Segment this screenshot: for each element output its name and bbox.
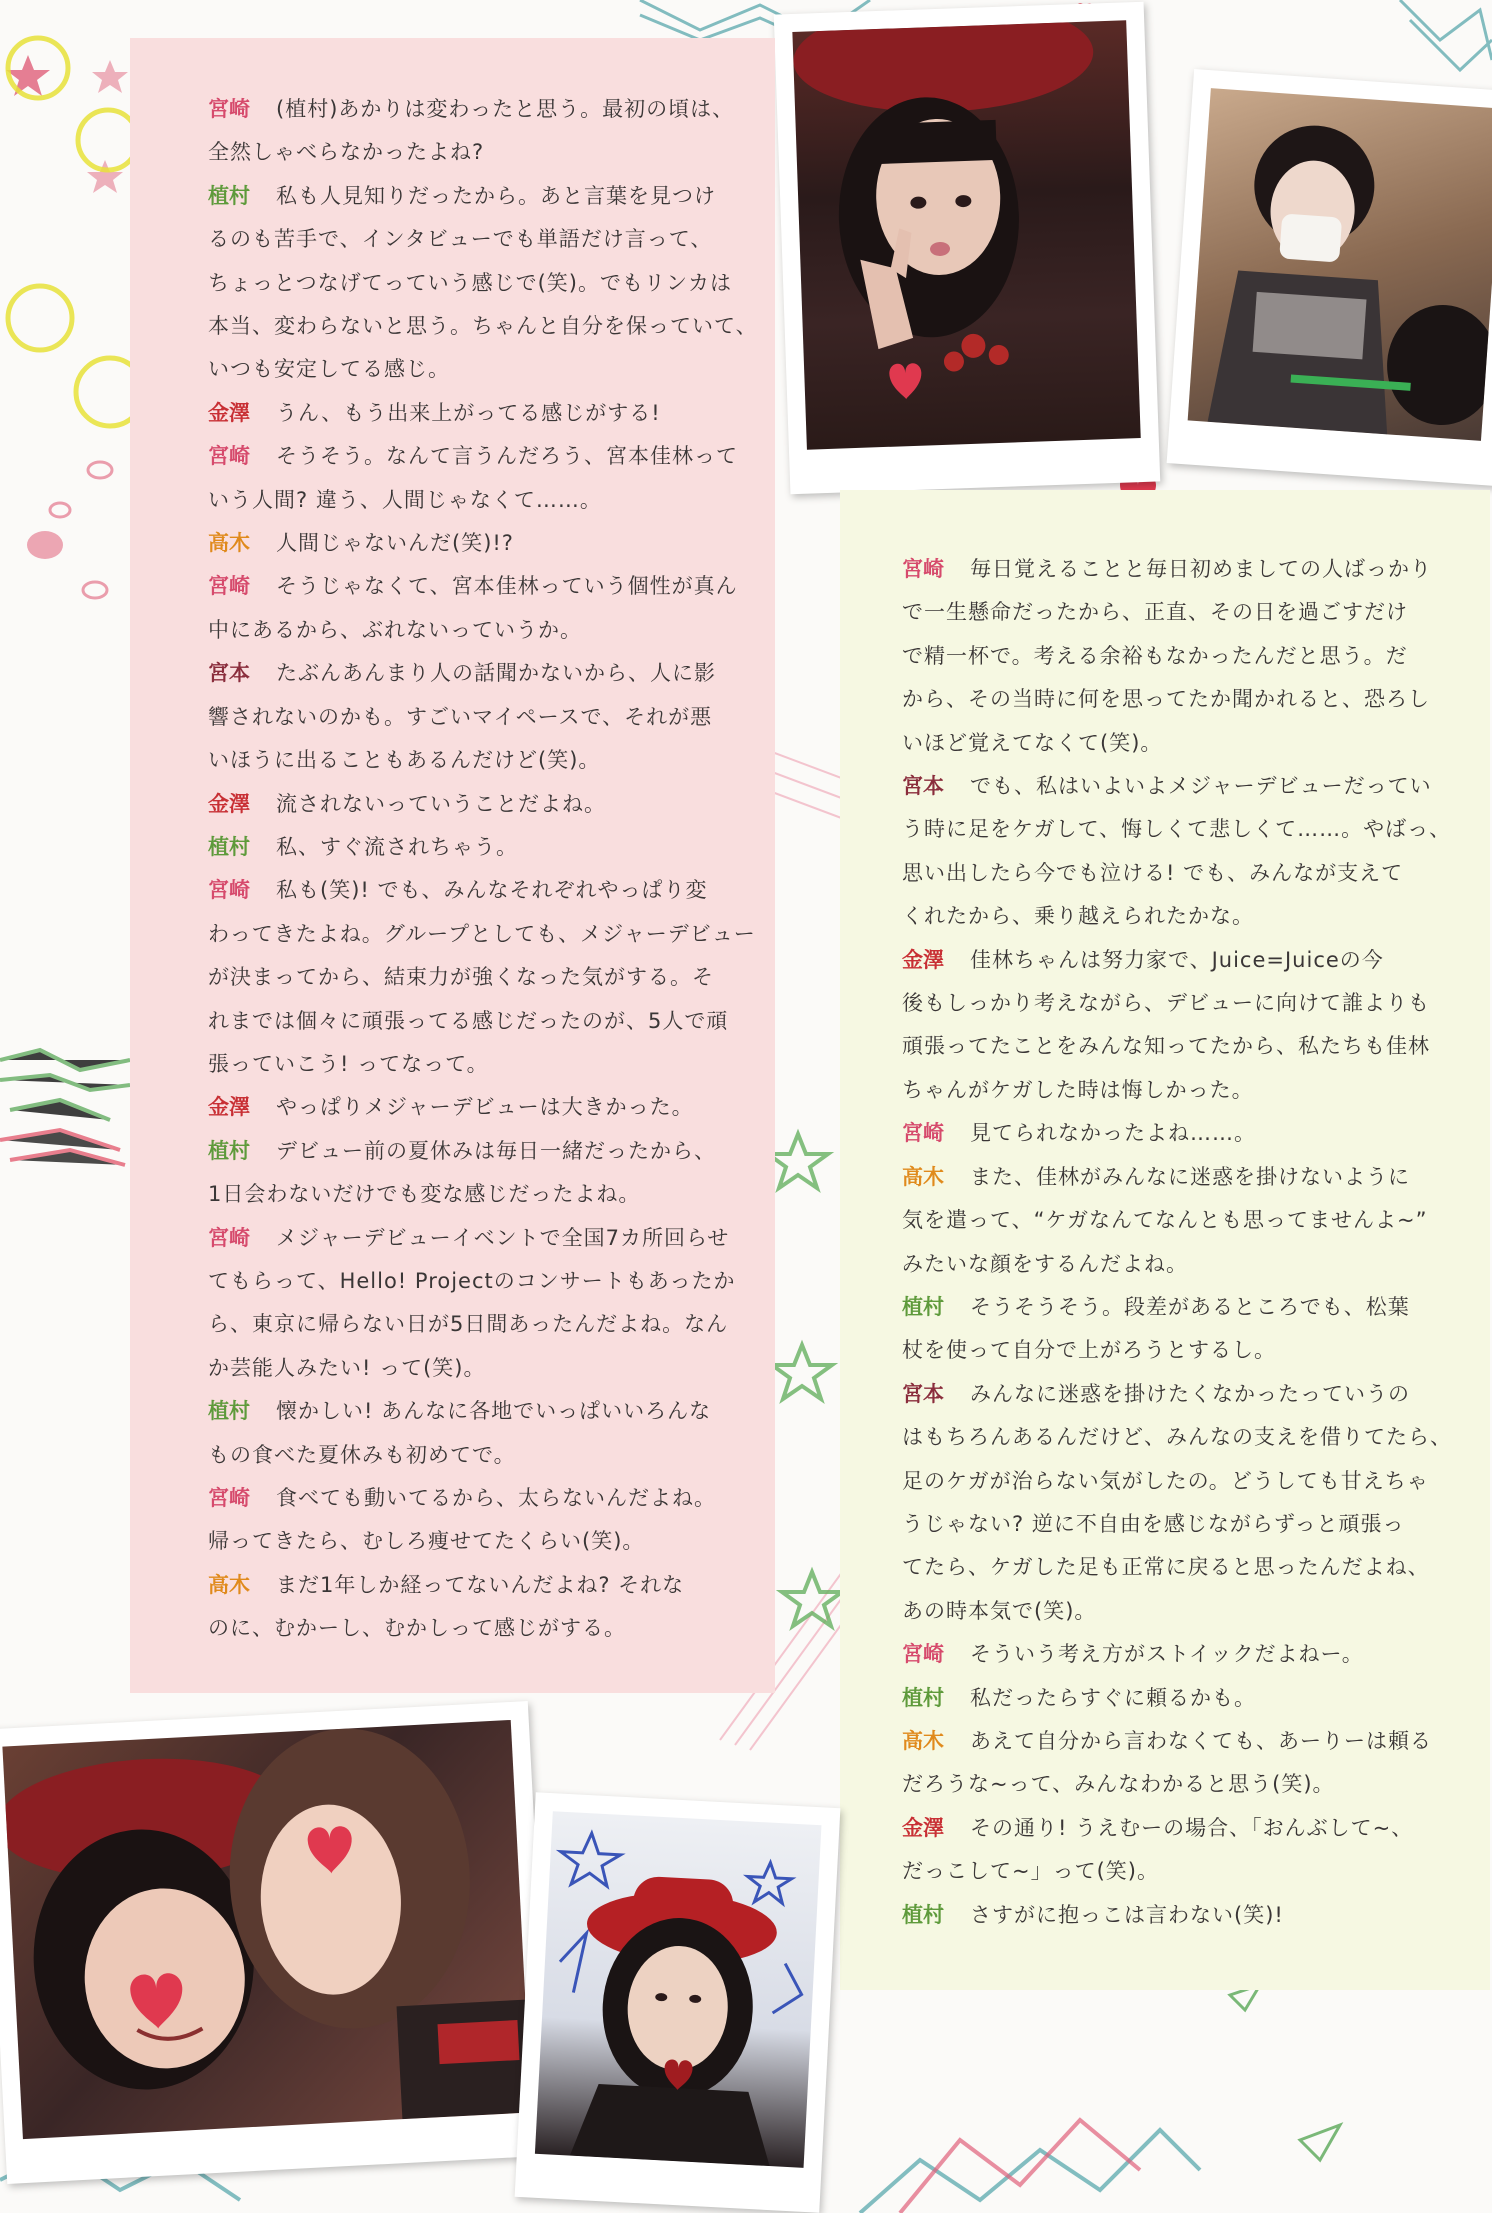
dialogue-line bbox=[208, 1217, 745, 1260]
dialogue-text: メジャーデビューイベントで全国7カ所回らせ bbox=[276, 1225, 730, 1250]
speaker-name: 植村 bbox=[208, 183, 250, 208]
speaker-name: 植村 bbox=[902, 1685, 944, 1710]
dialogue-line bbox=[902, 1329, 1450, 1372]
dialogue-text: ちゃんがケガした時は悔しかった。 bbox=[902, 1077, 1254, 1102]
photo-peace-sign bbox=[774, 2, 1161, 495]
dialogue-line bbox=[208, 956, 745, 999]
dialogue-text: れまでは個々に頑張ってる感じだったのが、5人で頑 bbox=[208, 1008, 729, 1033]
speaker-name: 金澤 bbox=[208, 400, 250, 425]
dialogue-text: で精一杯で。考える余裕もなかったんだと思う。だ bbox=[902, 643, 1408, 668]
dialogue-line bbox=[208, 1434, 745, 1477]
dialogue-text: 響されないのかも。すごいマイペースで、それが悪 bbox=[208, 704, 713, 729]
dialogue-line bbox=[208, 88, 745, 131]
portrait-illustration bbox=[2, 1720, 531, 2139]
speaker-name: 宮本 bbox=[902, 774, 944, 799]
speaker-name: 宮崎 bbox=[902, 1121, 944, 1146]
dialogue-text: そうじゃなくて、宮本佳林っていう個性が真ん bbox=[276, 574, 738, 599]
dialogue-text: 流されないっていうことだよね。 bbox=[276, 791, 606, 816]
dialogue-line bbox=[208, 522, 745, 565]
dialogue-text: 私、すぐ流されちゃう。 bbox=[276, 834, 518, 859]
speaker-name: 宮崎 bbox=[208, 1225, 250, 1250]
dialogue-line bbox=[208, 826, 745, 869]
photo-two-girls bbox=[0, 1701, 552, 2184]
dialogue-line bbox=[208, 435, 745, 478]
dialogue-line bbox=[902, 678, 1450, 721]
portrait-illustration bbox=[1188, 88, 1492, 441]
speaker-name: 宮崎 bbox=[208, 97, 250, 121]
dialogue-line bbox=[208, 565, 745, 608]
dialogue-line bbox=[208, 609, 745, 652]
dialogue-text: か芸能人みたい! って(笑)。 bbox=[208, 1355, 486, 1380]
dialogue-line bbox=[902, 1850, 1450, 1893]
dialogue-text: わってきたよね。グループとしても、メジャーデビュー bbox=[208, 921, 756, 946]
speaker-name: 植村 bbox=[902, 1294, 944, 1319]
speaker-name: 植村 bbox=[902, 1902, 944, 1927]
speaker-name: 宮崎 bbox=[208, 444, 250, 469]
dialogue-line bbox=[902, 1373, 1450, 1416]
dialogue-line bbox=[902, 1763, 1450, 1806]
dialogue-text: 全然しゃべらなかったよね? bbox=[208, 140, 485, 165]
dialogue-line bbox=[208, 479, 745, 522]
dialogue-line bbox=[902, 982, 1450, 1025]
dialogue-line bbox=[902, 1243, 1450, 1286]
dialogue-text: 食べても動いてるから、太らないんだよね。 bbox=[276, 1486, 716, 1510]
dialogue-text: もの食べた夏休みも初めてで。 bbox=[208, 1442, 516, 1467]
dialogue-line bbox=[902, 1286, 1450, 1329]
speaker-name: 宮本 bbox=[902, 1381, 944, 1406]
speaker-name: 植村 bbox=[208, 1138, 250, 1163]
dialogue-text: 張っていこう! ってなって。 bbox=[208, 1051, 489, 1076]
dialogue-line bbox=[208, 392, 745, 435]
dialogue-line bbox=[902, 1807, 1450, 1850]
speaker-name: 金澤 bbox=[902, 947, 944, 972]
photo-image bbox=[1188, 88, 1492, 441]
speaker-name: 宮崎 bbox=[208, 878, 250, 903]
dialogue-text: たぶんあんまり人の話聞かないから、人に影 bbox=[276, 661, 716, 686]
dialogue-line bbox=[902, 1112, 1450, 1155]
dialogue-text: 帰ってきたら、むしろ痩せてたくらい(笑)。 bbox=[208, 1529, 645, 1554]
dialogue-text: だろうな~って、みんなわかると思う(笑)。 bbox=[902, 1772, 1335, 1797]
dialogue-line bbox=[208, 1347, 745, 1390]
portrait-illustration bbox=[535, 1811, 822, 2168]
dialogue-line bbox=[902, 765, 1450, 808]
dialogue-line bbox=[208, 262, 745, 305]
dialogue-line bbox=[208, 131, 745, 174]
dialogue-text: だっこして~」って(笑)。 bbox=[902, 1859, 1159, 1884]
speaker-name: 高木 bbox=[208, 531, 250, 556]
dialogue-line bbox=[902, 1460, 1450, 1503]
dialogue-line bbox=[208, 1607, 745, 1650]
dialogue-text: 私も(笑)! でも、みんなそれぞれやっぱり変 bbox=[276, 878, 708, 903]
dialogue-text: いほうに出ることもあるんだけど(笑)。 bbox=[208, 748, 601, 773]
photo-image bbox=[792, 20, 1140, 449]
dialogue-text: さすがに抱っこは言わない(笑)! bbox=[970, 1902, 1284, 1927]
interview-panel-left bbox=[130, 38, 775, 1693]
dialogue-text: いつも安定してる感じ。 bbox=[208, 357, 450, 382]
dialogue-line bbox=[208, 1173, 745, 1216]
dialogue-line bbox=[208, 869, 745, 912]
dialogue-line bbox=[208, 913, 756, 956]
interview-panel-right bbox=[840, 490, 1490, 1990]
dialogue-text: 懐かしい! あんなに各地でいっぱいいろんな bbox=[276, 1399, 712, 1424]
dialogue-line bbox=[208, 1043, 745, 1086]
dialogue-line bbox=[902, 548, 1450, 591]
dialogue-text: (植村)あかりは変わったと思う。最初の頃は、 bbox=[276, 97, 735, 121]
dialogue-text: から、その当時に何を思ってたか聞かれると、恐ろし bbox=[902, 687, 1430, 712]
dialogue-text: 足のケガが治らない気がしたの。どうしても甘えちゃ bbox=[902, 1468, 1429, 1493]
photo-image bbox=[535, 1811, 822, 2168]
dialogue-line bbox=[902, 1069, 1450, 1112]
speaker-name: 高木 bbox=[902, 1164, 944, 1189]
dialogue-line bbox=[208, 696, 745, 739]
dialogue-line bbox=[902, 1416, 1450, 1459]
dialogue-text: で一生懸命だったから、正直、その日を過ごすだけ bbox=[902, 600, 1408, 625]
dialogue-text: てたら、ケガした足も正常に戻ると思ったんだよね、 bbox=[902, 1555, 1430, 1580]
dialogue-line bbox=[902, 1894, 1450, 1937]
dialogue-text: 毎日覚えることと毎日初めましての人ばっかり bbox=[970, 557, 1432, 581]
dialogue-text: が決まってから、結束力が強くなった気がする。そ bbox=[208, 965, 714, 990]
portrait-illustration bbox=[792, 20, 1140, 449]
dialogue-text: みんなに迷惑を掛けたくなかったっていうの bbox=[970, 1381, 1410, 1406]
dialogue-line bbox=[208, 175, 745, 218]
dialogue-text: う時に足をケガして、悔しくて悲しくて……。やばっ、 bbox=[902, 817, 1452, 842]
speaker-name: 宮崎 bbox=[208, 1486, 250, 1510]
speaker-name: 植村 bbox=[208, 834, 250, 859]
dialogue-line bbox=[902, 722, 1450, 765]
dialogue-line bbox=[208, 218, 745, 261]
dialogue-line bbox=[902, 1503, 1450, 1546]
speaker-name: 金澤 bbox=[208, 791, 250, 816]
dialogue-text: 中にあるから、ぶれないっていうか。 bbox=[208, 617, 582, 642]
dialogue-text: 人間じゃないんだ(笑)!? bbox=[276, 531, 514, 556]
dialogue-text: てもらって、Hello! Projectのコンサートもあったか bbox=[208, 1268, 736, 1293]
dialogue-line bbox=[208, 1520, 745, 1563]
dialogue-line bbox=[902, 1633, 1450, 1676]
speaker-name: 宮崎 bbox=[902, 557, 944, 581]
dialogue-text: そうそうそう。段差があるところでも、松葉 bbox=[970, 1294, 1410, 1319]
dialogue-line bbox=[208, 652, 745, 695]
photo-tissue bbox=[1167, 69, 1492, 486]
dialogue-line bbox=[902, 1546, 1450, 1589]
dialogue-text: その通り! うえむーの場合、「おんぶして~、 bbox=[970, 1815, 1414, 1840]
dialogue-text: ら、東京に帰らない日が5日間あったんだよね。なん bbox=[208, 1312, 729, 1337]
dialogue-line bbox=[902, 1720, 1450, 1763]
dialogue-text: のに、むかーし、むかしって感じがする。 bbox=[208, 1616, 626, 1641]
dialogue-text: 本当、変わらないと思う。ちゃんと自分を保っていて、 bbox=[208, 314, 758, 339]
dialogue-line bbox=[208, 1260, 745, 1303]
speaker-name: 植村 bbox=[208, 1399, 250, 1424]
speaker-name: 宮崎 bbox=[902, 1642, 944, 1667]
dialogue-line bbox=[902, 939, 1450, 982]
dialogue-text: 佳林ちゃんは努力家で、Juice=Juiceの今 bbox=[970, 947, 1384, 972]
dialogue-text: 私も人見知りだったから。あと言葉を見つけ bbox=[276, 183, 716, 208]
dialogue-line bbox=[208, 1564, 745, 1607]
photo-image bbox=[2, 1720, 531, 2139]
dialogue-text: でも、私はいよいよメジャーデビューだってい bbox=[970, 774, 1432, 799]
dialogue-line bbox=[902, 808, 1450, 851]
dialogue-line bbox=[208, 739, 745, 782]
dialogue-text: 後もしっかり考えながら、デビューに向けて誰よりも bbox=[902, 991, 1430, 1016]
dialogue-text: くれたから、乗り越えられたかな。 bbox=[902, 904, 1254, 929]
dialogue-line bbox=[208, 348, 745, 391]
photo-red-hat bbox=[515, 1792, 841, 2212]
dialogue-line bbox=[208, 783, 745, 826]
dialogue-text: いう人間? 違う、人間じゃなくて……。 bbox=[208, 487, 602, 512]
dialogue-text: いほど覚えてなくて(笑)。 bbox=[902, 730, 1163, 755]
dialogue-text: やっぱりメジャーデビューは大きかった。 bbox=[276, 1095, 694, 1120]
dialogue-text: 杖を使って自分で上がろうとするし。 bbox=[902, 1338, 1276, 1363]
dialogue-text: まだ1年しか経ってないんだよね? それな bbox=[276, 1572, 685, 1597]
speaker-name: 宮崎 bbox=[208, 574, 250, 599]
dialogue-line bbox=[902, 1590, 1450, 1633]
dialogue-text: また、佳林がみんなに迷惑を掛けないように bbox=[970, 1164, 1410, 1189]
dialogue-text: うん、もう出来上がってる感じがする! bbox=[276, 400, 661, 425]
dialogue-text: あえて自分から言わなくても、あーりーは頼る bbox=[970, 1728, 1432, 1753]
dialogue-text: デビュー前の夏休みは毎日一緒だったから、 bbox=[276, 1138, 716, 1163]
dialogue-line bbox=[208, 1000, 745, 1043]
dialogue-text: はもちろんあるんだけど、みんなの支えを借りてたら、 bbox=[902, 1425, 1452, 1450]
dialogue-text: 思い出したら今でも泣ける! でも、みんなが支えて bbox=[902, 860, 1404, 885]
dialogue-line bbox=[208, 1477, 745, 1520]
dialogue-line bbox=[208, 1303, 745, 1346]
dialogue-text: 見てられなかったよね……。 bbox=[970, 1121, 1256, 1146]
dialogue-text: 気を遣って、“ケガなんてなんとも思ってませんよ~” bbox=[902, 1208, 1428, 1233]
dialogue-text: 私だったらすぐに頼るかも。 bbox=[970, 1685, 1256, 1710]
dialogue-text: そういう考え方がストイックだよねー。 bbox=[970, 1642, 1364, 1667]
dialogue-text: うじゃない? 逆に不自由を感じながらずっと頑張っ bbox=[902, 1511, 1405, 1536]
dialogue-line bbox=[902, 635, 1450, 678]
speaker-name: 高木 bbox=[902, 1728, 944, 1753]
dialogue-text: そうそう。なんて言うんだろう、宮本佳林って bbox=[276, 444, 738, 469]
dialogue-line bbox=[902, 1199, 1450, 1242]
dialogue-text: ちょっとつなげてっていう感じで(笑)。でもリンカは bbox=[208, 270, 732, 295]
dialogue-line bbox=[902, 1025, 1450, 1068]
dialogue-text: 頑張ってたことをみんな知ってたから、私たちも佳林 bbox=[902, 1034, 1430, 1059]
dialogue-line bbox=[902, 1156, 1450, 1199]
dialogue-line bbox=[208, 1086, 745, 1129]
dialogue-text: みたいな顔をするんだよね。 bbox=[902, 1251, 1188, 1276]
speaker-name: 宮本 bbox=[208, 661, 250, 686]
dialogue-line bbox=[902, 895, 1450, 938]
dialogue-line bbox=[902, 852, 1450, 895]
speaker-name: 金澤 bbox=[208, 1095, 250, 1120]
speaker-name: 金澤 bbox=[902, 1815, 944, 1840]
dialogue-line bbox=[208, 305, 758, 348]
dialogue-line bbox=[902, 1677, 1450, 1720]
dialogue-line bbox=[208, 1130, 745, 1173]
dialogue-text: あの時本気で(笑)。 bbox=[902, 1598, 1097, 1623]
speaker-name: 高木 bbox=[208, 1572, 250, 1597]
dialogue-line bbox=[208, 1390, 745, 1433]
dialogue-line bbox=[902, 591, 1450, 634]
dialogue-text: 1日会わないだけでも変な感じだったよね。 bbox=[208, 1182, 641, 1207]
dialogue-text: るのも苦手で、インタビューでも単語だけ言って、 bbox=[208, 227, 713, 252]
